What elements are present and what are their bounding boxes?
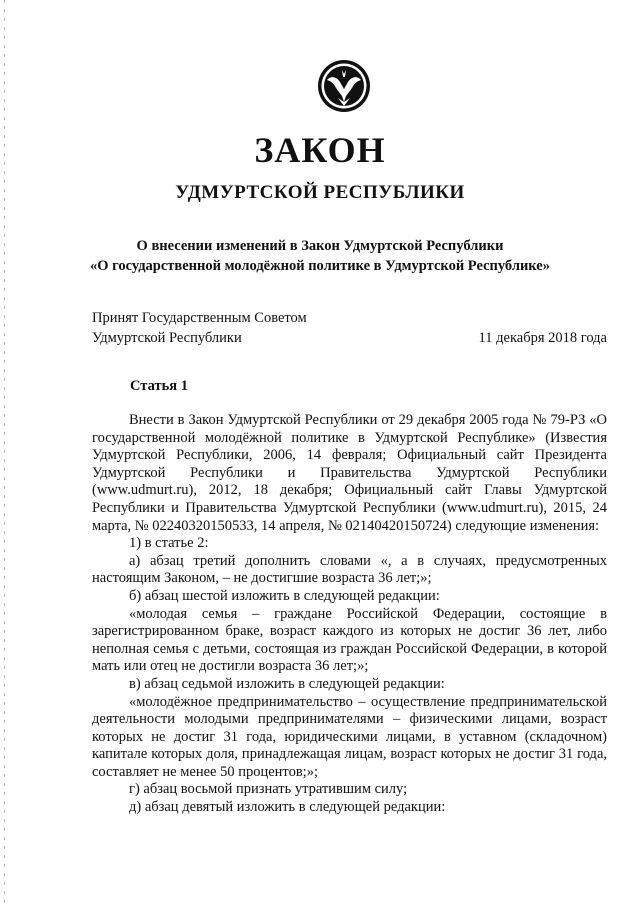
adopted-by <box>92 308 307 348</box>
article-paragraph: а) абзац третий дополнить словами «, а в случаях, предусмотренных настоящим Законом, – не достигшие возраста 36 лет;»; <box>92 552 607 587</box>
article-paragraph: г) абзац восьмой признать утратившим силу; <box>129 781 408 798</box>
article-paragraph: «молодая семья – граждане Российской Федерации, состоящие в зарегистрированном браке, возраст каждого из которых не достиг 36 лет, либо неполная семья с детьми, состоящая из граждан Российской Федерации, в которой мать или отец не достигли возраста 36 лет;»; <box>92 605 607 675</box>
article-paragraph: в) абзац седьмой изложить в следующей редакции: <box>129 675 445 692</box>
article-paragraph: «молодёжное предпринимательство – осуществление предпринимательской деятельности молодыми предпринимателями – физическими лицами, возраст которых не достиг 31 года, юридическими лицами, в уставном (складочном) капитале которых доля, принадлежащая лицам, возраст которых не достиг 31 года, составляет не менее 50 процентов;»; <box>92 693 607 780</box>
document-subtitle: УДМУРТСКОЙ РЕСПУБЛИКИ <box>175 182 465 203</box>
article-paragraph: д) абзац девятый изложить в следующей редакции: <box>129 799 446 816</box>
article-body <box>92 412 607 817</box>
udmurt-coat-of-arms-icon <box>316 58 372 114</box>
article-heading: Статья 1 <box>130 378 188 394</box>
article-paragraph: б) абзац шестой изложить в следующей редакции: <box>129 587 440 604</box>
article-paragraph: 1) в статье 2: <box>129 535 209 552</box>
document-title: ЗАКОН <box>254 130 386 170</box>
article-paragraph: Внести в Закон Удмуртской Республики от 29 декабря 2005 года № 79-РЗ «О государственной молодёжной политике в Удмуртской Республике» (Известия Удмуртской Республики, 2006, 14 февраля; Официальный сайт Президента Удмуртской Республики и Правительства Удмуртской Республики (www.udmurt.ru), 2012, 18 декабря; Официальный сайт Главы Удмуртской Республики и Правительства Удмуртской Республики (www.udmurt.ru), 2015, 24 марта, № 02240320150533, 14 апреля, № 02140420150724) следующие изменения: <box>92 412 607 534</box>
law-name <box>0 236 640 276</box>
adoption-date: 11 декабря 2018 года <box>478 330 607 346</box>
law-name-line-1: О внесении изменений в Закон Удмуртской Республики <box>136 238 504 254</box>
adopted-line-2: Удмуртской Республики <box>92 330 242 346</box>
adopted-line-1: Принят Государственным Советом <box>92 310 307 326</box>
law-name-line-2: «О государственной молодёжной политике в Удмуртской Республике» <box>90 258 550 274</box>
